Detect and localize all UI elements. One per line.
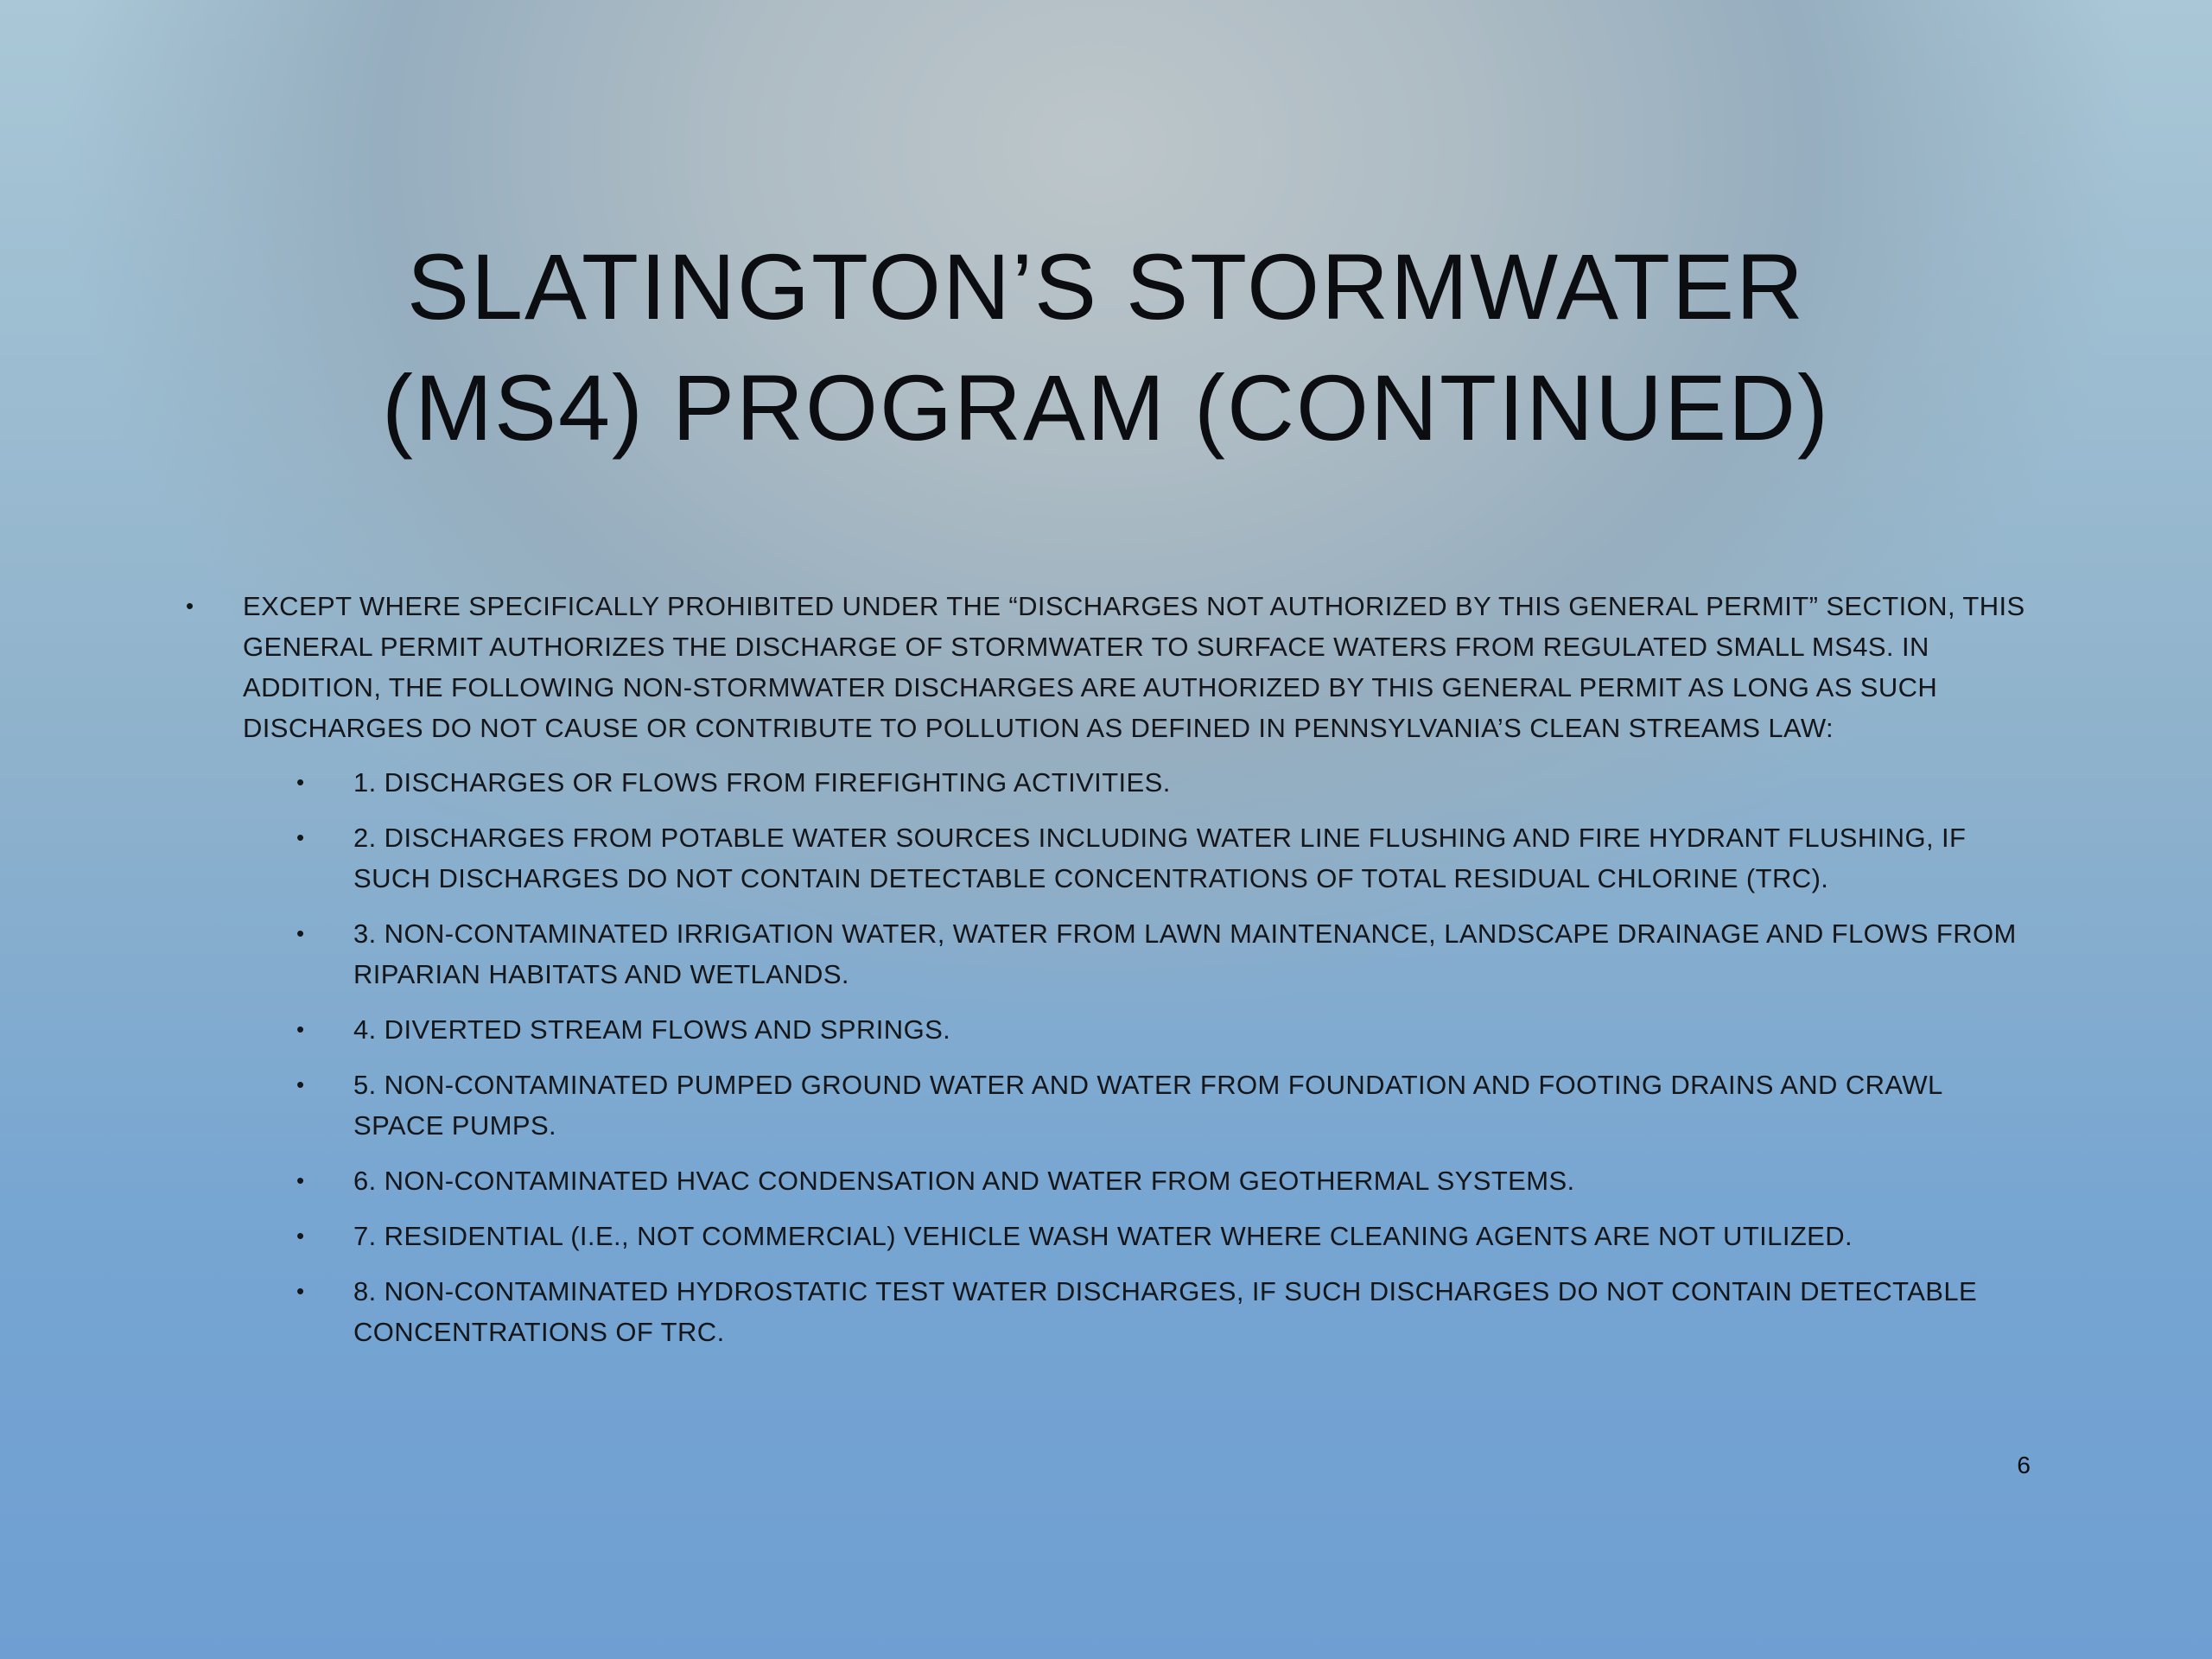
list-item [296,1160,2026,1201]
bullet-icon: • [296,1071,305,1097]
bullet-icon: • [296,1278,305,1304]
intro-paragraph [186,586,2026,748]
list-item-text: 3. NON-CONTAMINATED IRRIGATION WATER, WATER FROM LAWN MAINTENANCE, LANDSCAPE DRAINAGE AND FLOWS FROM RIPARIAN HABITATS AND WETLANDS. [353,918,2017,989]
bullet-icon: • [296,1167,305,1193]
bullet-icon: • [296,1016,305,1042]
list-item-text: 8. NON-CONTAMINATED HYDROSTATIC TEST WATER DISCHARGES, IF SUCH DISCHARGES DO NOT CONTAIN DETECTABLE CONCENTRATIONS OF TRC. [353,1276,1978,1347]
list-item [296,1065,2026,1146]
page-number: 6 [2017,1452,2031,1478]
list-item [296,1216,2026,1256]
list-item [296,913,2026,995]
list-item-text: 2. DISCHARGES FROM POTABLE WATER SOURCES INCLUDING WATER LINE FLUSHING AND FIRE HYDRANT FLUSHING, IF SUCH DISCHARGES DO NOT CONTAIN DETECTABLE CONCENTRATIONS OF TOTAL RESIDUAL CHLORINE (TRC). [353,823,1967,893]
authorized-discharges-list [186,762,2026,1352]
slide-body [186,586,2026,1367]
list-item [296,817,2026,899]
list-item [296,762,2026,803]
bullet-icon: • [296,769,305,795]
list-item-text: 7. RESIDENTIAL (I.E., NOT COMMERCIAL) VEHICLE WASH WATER WHERE CLEANING AGENTS ARE NOT UTILIZED. [353,1221,1853,1251]
slide-title-line-2: (MS4) PROGRAM (CONTINUED) [382,355,1830,460]
bullet-icon: • [296,824,305,850]
list-item-text: 5. NON-CONTAMINATED PUMPED GROUND WATER AND WATER FROM FOUNDATION AND FOOTING DRAINS AND CRAWL SPACE PUMPS. [353,1070,1942,1141]
intro-text: EXCEPT WHERE SPECIFICALLY PROHIBITED UNDER THE “DISCHARGES NOT AUTHORIZED BY THIS GENERAL PERMIT” SECTION, THIS GENERAL PERMIT AUTHORIZES THE DISCHARGE OF STORMWATER TO SURFACE WATERS FROM REGULATED SMALL MS4S. IN ADDITION, THE FOLLOWING NON-STORMWATER DISCHARGES ARE AUTHORIZED BY THIS GENERAL PERMIT AS LONG AS SUCH DISCHARGES DO NOT CAUSE OR CONTRIBUTE TO POLLUTION AS DEFINED IN PENNSYLVANIA’S CLEAN STREAMS LAW: [243,591,2025,743]
list-item [296,1009,2026,1050]
list-item-text: 1. DISCHARGES OR FLOWS FROM FIREFIGHTING ACTIVITIES. [353,767,1171,798]
bullet-icon: • [186,593,194,619]
bullet-icon: • [296,920,305,946]
list-item-text: 4. DIVERTED STREAM FLOWS AND SPRINGS. [353,1014,951,1045]
list-item-text: 6. NON-CONTAMINATED HVAC CONDENSATION AND WATER FROM GEOTHERMAL SYSTEMS. [353,1166,1575,1196]
bullet-icon: • [296,1223,305,1249]
list-item [296,1271,2026,1352]
slide-title [0,226,2212,468]
slide-title-line-1: SLATINGTON’S STORMWATER [406,234,1806,339]
